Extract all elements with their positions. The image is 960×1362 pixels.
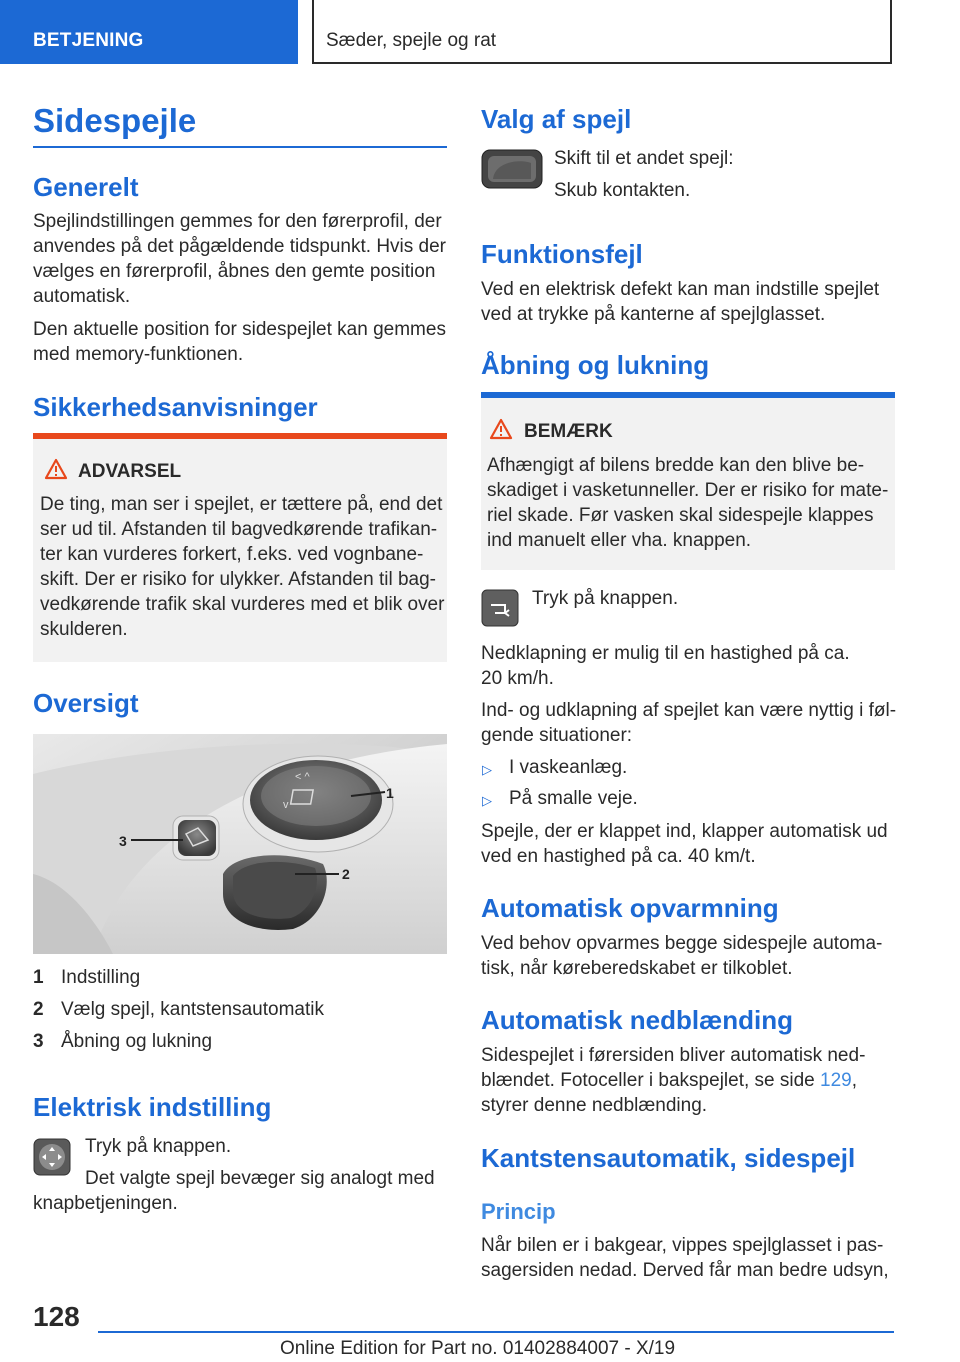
callout-2: 2 [342, 866, 350, 882]
caution-triangle-icon [489, 418, 513, 440]
page-title: Sidespejle [33, 102, 197, 139]
aabning-paragraph-1: Nedklapning er mulig til en hastighed på ca. 20 km/h. [481, 643, 850, 689]
valg-line-2: Skub kontakten. [554, 180, 691, 201]
legend-label: Indstilling [61, 967, 141, 988]
warning-title: ADVARSEL [78, 461, 182, 482]
bullet-item: I vaskeanlæg. [509, 757, 628, 778]
elektrisk-line-1: Tryk på knappen. [85, 1136, 232, 1157]
legend-num: 2 [33, 999, 44, 1020]
note-accent-bar [481, 392, 895, 398]
kantsten-text: Når bilen er i bakgear, vippes spejlglasset i pas- sagersiden nedad. Derved får man bedre udsyn, [481, 1235, 889, 1281]
aabning-press: Tryk på knappen. [532, 588, 679, 609]
heading-kantsten: Kantstensautomatik, sidespejl [481, 1143, 856, 1173]
note-title: BEMÆRK [524, 421, 613, 442]
heading-oversigt: Oversigt [33, 688, 139, 718]
valg-line-1: Skift til et andet spejl: [554, 148, 734, 169]
callout-1: 1 [386, 785, 394, 801]
section-label: BETJENING [33, 30, 144, 51]
warning-text: De ting, man ser i spejlet, er tættere på, end det ser ud til. Afstanden til bagvedkørende trafikan- ter kan vurderes forkert, f.eks. ved vognbane- skift. Der er risiko for ulykker. Afstanden til bag- vedkørende trafik skal vurderes med et blik over skulderen. [40, 494, 445, 640]
warning-accent-bar [33, 433, 447, 439]
generelt-paragraph-1: Spejlindstillingen gemmes for den førerprofil, der anvendes på det pågældende tidspunkt. Hvis der vælges en førerprofil, åbnes den gemte position automatisk. [33, 211, 446, 307]
note-text: Afhængigt af bilens bredde kan den blive be- skadiget i vasketunneller. Der er risiko for mate- riel skade. Før vasken skal sidespejle klappes ind manuelt eller vha. knappen. [487, 455, 889, 551]
heading-generelt: Generelt [33, 172, 139, 202]
heading-opvarmning: Automatisk opvarmning [481, 893, 779, 923]
funktionsfejl-text: Ved en elektrisk defekt kan man indstille spejlet ved at trykke på kanterne af spejlglasset. [481, 279, 880, 325]
heading-elektrisk: Elektrisk indstilling [33, 1092, 272, 1122]
opvarmning-text: Ved behov opvarmes begge sidespejle automa- tisk, når køreberedskabet er tilkoblet. [481, 933, 883, 979]
bullet-icon: ▷ [482, 762, 492, 777]
bullet-item: På smalle veje. [509, 788, 638, 809]
heading-sikkerhed: Sikkerhedsanvisninger [33, 392, 318, 422]
title-rule [33, 146, 447, 148]
elektrisk-line-2: Det valgte spejl bevæger sig analogt med [85, 1168, 435, 1189]
section-tab [0, 0, 298, 64]
mirror-select-switch-icon [481, 149, 543, 189]
subheading-princip: Princip [481, 1199, 556, 1224]
generelt-paragraph-2: Den aktuelle position for sidespejlet kan gemmes med memory-funktionen. [33, 319, 446, 365]
elektrisk-line-3: knapbetjeningen. [33, 1193, 178, 1214]
svg-text:< ^: < ^ [295, 771, 310, 783]
page-number: 128 [33, 1301, 80, 1332]
edition-text: Online Edition for Part no. 01402884007 - X/19 [280, 1338, 676, 1359]
mirror-fold-icon [481, 589, 519, 627]
callout-3: 3 [119, 833, 127, 849]
footer-rule [98, 1331, 894, 1333]
door-controls-illustration [33, 734, 447, 954]
mirror-joystick-icon [33, 1138, 71, 1176]
svg-text:v: v [283, 799, 289, 811]
legend-num: 3 [33, 1031, 44, 1052]
heading-nedblaending: Automatisk nedblænding [481, 1005, 793, 1035]
aabning-paragraph-3: Spejle, der er klappet ind, klapper automatisk ud ved en hastighed på ca. 40 km/t. [481, 821, 888, 867]
nedblaending-text: Sidespejlet i førersiden bliver automatisk ned- blændet. Fotoceller i bakspejlet, se side 129, styrer denne nedblænding. [481, 1045, 866, 1116]
heading-funktionsfejl: Funktionsfejl [481, 239, 643, 269]
aabning-paragraph-2: Ind- og udklapning af spejlet kan være nyttig i føl- gende situationer: [481, 700, 897, 746]
heading-valg: Valg af spejl [481, 104, 632, 134]
legend-label: Vælg spejl, kantstensautomatik [61, 999, 324, 1020]
page-link[interactable]: 129 [820, 1070, 852, 1091]
warning-triangle-icon [44, 458, 68, 480]
chapter-label: Sæder, spejle og rat [326, 30, 497, 51]
legend-num: 1 [33, 967, 44, 988]
bullet-icon: ▷ [482, 793, 492, 808]
chapter-tab [312, 0, 892, 64]
heading-aabning: Åbning og lukning [481, 350, 710, 380]
legend-label: Åbning og lukning [61, 1031, 213, 1052]
